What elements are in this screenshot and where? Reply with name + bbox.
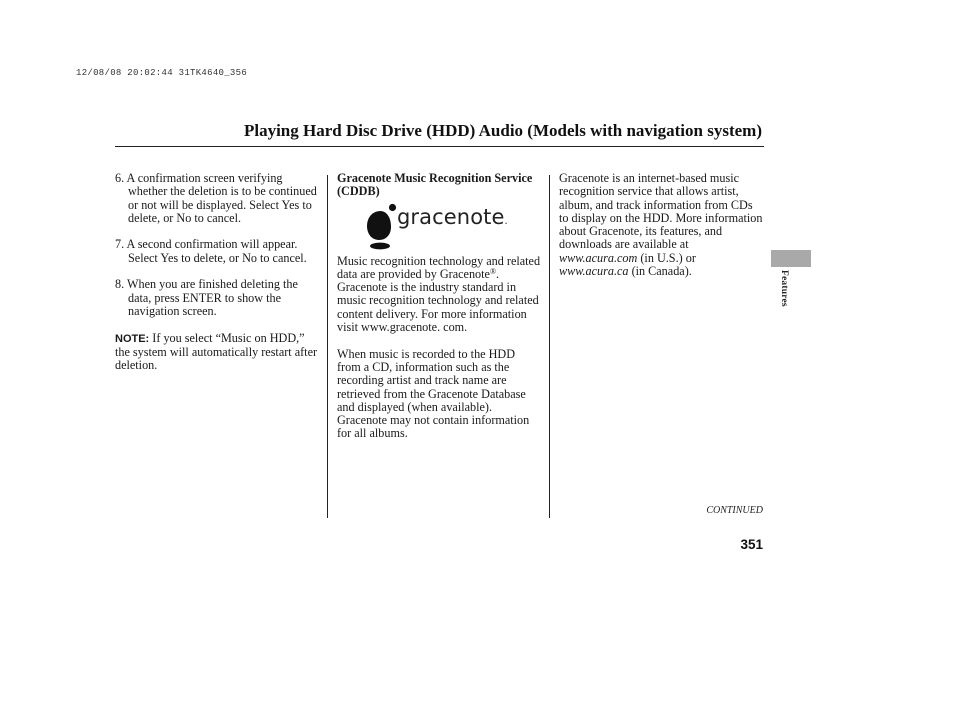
step-7: 7. A second confirmation will appear. Select Yes to delete, or No to cancel. [115, 237, 307, 265]
column-divider [327, 175, 328, 518]
note [115, 332, 321, 373]
print-timestamp: 12/08/08 20:02:44 31TK4640_356 [76, 68, 248, 78]
column-right [559, 172, 765, 278]
page-number: 351 [740, 537, 763, 552]
gracenote-wordmark: gracenote. [397, 204, 508, 229]
paragraph-recording: When music is recorded to the HDD from a CD, information such as the recording artist and track name are retrieved from the Gracenote Database and displayed (when available). Gracenote may not contain information for all albums. [337, 346, 530, 441]
note-text: If you select “Music on HDD,” the system will automatically restart after deletion. [115, 330, 318, 373]
step-6: 6. A confirmation screen verifying whether the deletion is to be continued or not will be displayed. Select Yes to delete, or No to cancel. [115, 171, 317, 225]
section-tab [771, 250, 811, 267]
page-title: Playing Hard Disc Drive (HDD) Audio (Models with navigation system) [243, 121, 762, 140]
gracenote-logo-icon [366, 203, 398, 251]
paragraph-gracenote-service: Gracenote is an internet-based music recognition service that allows artist, album, and track information from CDs to display on the HDD. More information about Gracenote, its features, and downloads are available at www.acura.com (in U.S.) or www.acura.ca (in Canada). [559, 171, 763, 279]
column-middle [337, 172, 541, 441]
section-tab-label: Features [779, 270, 789, 307]
url-canada: www.acura.ca [559, 264, 629, 279]
url-us: www.acura.com [559, 250, 638, 265]
column-left [115, 172, 321, 372]
note-label: NOTE: [115, 332, 150, 345]
continued-label: CONTINUED [706, 505, 763, 516]
section-heading: Gracenote Music Recognition Service (CDDB) [337, 171, 533, 199]
title-rule [115, 146, 764, 147]
step-8: 8. When you are finished deleting the data, press ENTER to show the navigation screen. [115, 277, 298, 318]
paragraph-gracenote-provided: Music recognition technology and related data are provided by Gracenote®. Gracenote is the industry standard in music recognition technology and related content delivery. For more information visit www.gracenote. com. [337, 253, 541, 335]
gracenote-logo [337, 203, 541, 253]
column-divider [549, 175, 550, 518]
